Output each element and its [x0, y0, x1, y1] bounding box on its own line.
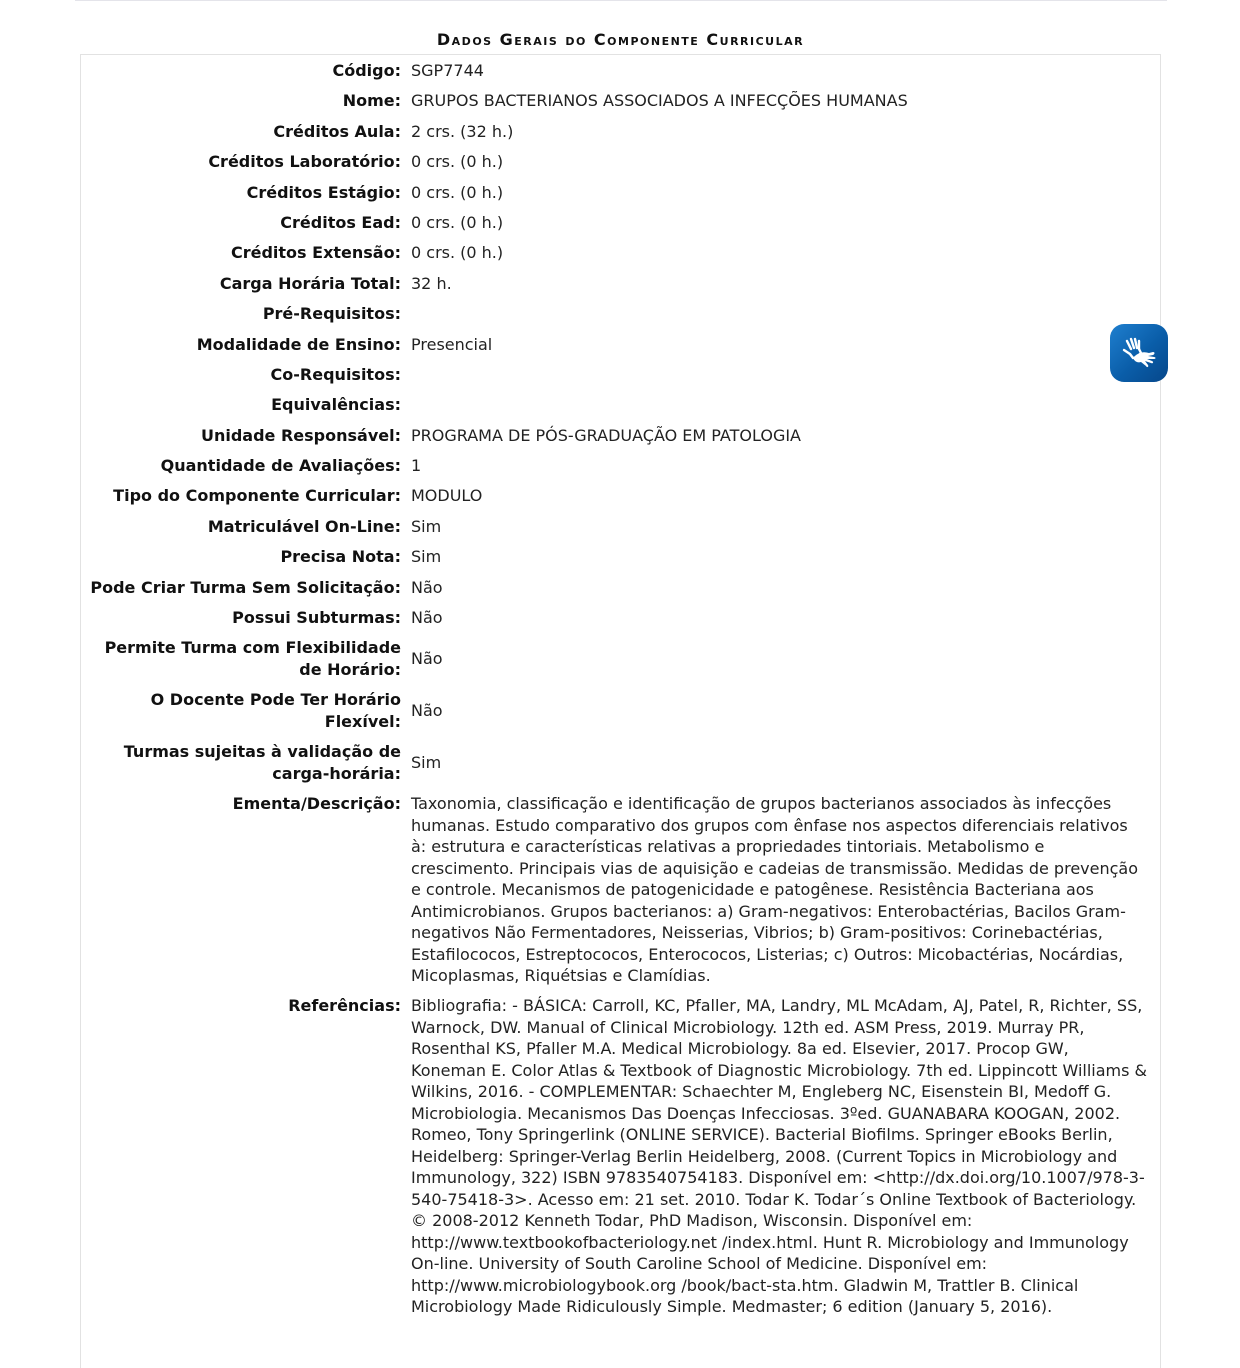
- detail-value: 0 crs. (0 h.): [411, 243, 504, 263]
- detail-value: 2 crs. (32 h.): [411, 121, 514, 141]
- detail-value: SGP7744: [411, 61, 484, 80]
- detail-value: 0 crs. (0 h.): [411, 182, 504, 202]
- detail-label: Ementa/Descrição:: [232, 794, 401, 814]
- detail-row: [82, 789, 1154, 991]
- detail-row: [82, 178, 1154, 208]
- sign-language-button[interactable]: [1110, 324, 1168, 382]
- detail-row: [82, 421, 1154, 451]
- detail-row: [82, 117, 1154, 147]
- detail-value: Sim: [411, 516, 442, 536]
- detail-value: 0 crs. (0 h.): [411, 152, 504, 172]
- detail-row: [82, 512, 1154, 542]
- detail-row: [82, 542, 1154, 572]
- detail-value: Não: [411, 577, 443, 597]
- detail-row: [82, 685, 1154, 737]
- detail-value: Sim: [411, 752, 442, 772]
- detail-label: Unidade Responsável:: [200, 425, 401, 445]
- detail-row: [82, 360, 1154, 390]
- detail-value: Taxonomia, classificação e identificação de grupos bacterianos associados às infecções humanas. Estudo comparativo dos grupos com ênfase nos aspectos diferenciais relativos à: estrutura e características relativas a propriedades tintoriais. Metabolismo e crescimento. Principais vias de aquisição e cadeias de transmissão. Medidas de prevenção e controle. Mecanismos de patogenicidade e patogênese. Resistência Bacteriana aos Antimicrobianos. Grupos bacterianos: a) Gram-negativos: Enterobactérias, Bacilos Gram-negativos Não Fermentadores, Neisserias, Vibrios; b) Gram-positivos: Corinebactérias, Estafilococos, Estreptococos, Enterococos, Listerias; c) Outros: Micobactérias, Nocárdias, Micoplasmas, Riquétsias e Clamídias.: [411, 794, 1138, 986]
- detail-value: [411, 299, 1154, 329]
- detail-row: [82, 390, 1154, 420]
- detail-value: Não: [411, 649, 443, 669]
- detail-row: [82, 147, 1154, 177]
- detail-value: PROGRAMA DE PÓS-GRADUAÇÃO EM PATOLOGIA: [411, 425, 801, 445]
- section-title: Dados Gerais do Componente Curricular: [436, 30, 805, 49]
- detail-row: [82, 56, 1154, 86]
- detail-label: Créditos Extensão:: [230, 243, 401, 263]
- detail-label: Carga Horária Total:: [219, 273, 401, 293]
- detail-value: Bibliografia: - BÁSICA: Carroll, KC, Pfaller, MA, Landry, ML McAdam, AJ, Patel, R, Richter, SS, Warnock, DW. Manual of Clinical Microbiology. 12th ed. ASM Press, 2019. Murray PR, Rosenthal KS, Pfaller M.A. Medical Microbiology. 8a ed. Elsevier, 2017. Procop GW, Koneman E. Color Atlas & Textbook of Diagnostic Microbiology. 7th ed. Lippincott Williams & Wilkins, 2016. - COMPLEMENTAR: Schaechter M, Engleberg NC, Eisenstein BI, Medoff G. Microbiologia. Mecanismos Das Doenças Infecciosas. 3ºed. GUANABARA KOOGAN, 2002. Romeo, Tony Springerlink (ONLINE SERVICE). Bacterial Biofilms. Springer eBooks Berlin, Heidelberg: Springer-Verlag Berlin Heidelberg, 2008. (Current Topics in Microbiology and Immunology, 322) ISBN 9783540754183. Disponível em: <http://dx.doi.org/10.1007/978-3-540-75418-3>. Acesso em: 21 set. 2010. Todar K. Todar´s Online Textbook of Bacteriology. © 2008-2012 Kenneth Todar, PhD Madison, Wisconsin. Disponível em: http://www.textbookofbacteriology.net /index.html. Hunt R. Microbiology and Immunology On-line. University of South Caroline School of Medicine. Disponível em: http://www.microbiologybook.org /book/bact-sta.htm. Gladwin M, Trattler B. Clinical Microbiology Made Ridiculously Simple. Medmaster; 6 edition (January 5, 2016).: [411, 996, 1148, 1317]
- detail-label: O Docente Pode Ter Horário Flexível:: [150, 690, 401, 731]
- detail-label: Pode Criar Turma Sem Solicitação:: [90, 577, 401, 597]
- details-table: [82, 56, 1154, 1323]
- detail-row: [82, 633, 1154, 685]
- detail-label: Matriculável On-Line:: [207, 516, 401, 536]
- detail-row: [82, 991, 1154, 1322]
- detail-label: Créditos Ead:: [280, 212, 401, 232]
- detail-label: Turmas sujeitas à validação de carga-horária:: [123, 742, 401, 783]
- detail-label: Modalidade de Ensino:: [196, 334, 401, 354]
- detail-value: Não: [411, 608, 443, 628]
- detail-row: [82, 603, 1154, 633]
- detail-value: GRUPOS BACTERIANOS ASSOCIADOS A INFECÇÕES HUMANAS: [411, 91, 908, 111]
- sign-language-icon: [1119, 333, 1159, 373]
- detail-label: Permite Turma com Flexibilidade de Horário:: [104, 638, 401, 679]
- detail-row: [82, 330, 1154, 360]
- detail-row: [82, 238, 1154, 268]
- detail-label: Pré-Requisitos:: [262, 304, 401, 324]
- detail-label: Equivalências:: [271, 395, 401, 415]
- detail-row: [82, 737, 1154, 789]
- detail-row: [82, 86, 1154, 116]
- detail-value: 1: [411, 456, 422, 476]
- detail-label: Créditos Aula:: [273, 121, 401, 141]
- detail-value: MODULO: [411, 486, 483, 506]
- detail-label: Possui Subturmas:: [232, 608, 401, 628]
- detail-label: Créditos Estágio:: [246, 182, 401, 202]
- detail-row: [82, 208, 1154, 238]
- detail-row: [82, 481, 1154, 511]
- detail-label: Quantidade de Avaliações:: [160, 456, 401, 476]
- detail-label: Tipo do Componente Curricular:: [113, 486, 401, 506]
- detail-label: Precisa Nota:: [280, 547, 401, 567]
- detail-row: [82, 451, 1154, 481]
- detail-value: Presencial: [411, 334, 493, 354]
- detail-row: [82, 269, 1154, 299]
- detail-label: Créditos Laboratório:: [208, 152, 401, 172]
- detail-value: 32 h.: [411, 273, 452, 293]
- detail-value: 0 crs. (0 h.): [411, 212, 504, 232]
- detail-value: Não: [411, 701, 443, 721]
- detail-label: Nome:: [342, 91, 401, 111]
- detail-label: Código:: [332, 61, 401, 80]
- detail-value: Sim: [411, 547, 442, 567]
- detail-row: [82, 299, 1154, 329]
- detail-value: [411, 390, 1154, 420]
- detail-value: [411, 360, 1154, 390]
- detail-label: Referências:: [288, 996, 401, 1016]
- top-divider: [75, 0, 1167, 1]
- detail-row: [82, 573, 1154, 603]
- detail-label: Co-Requisitos:: [270, 364, 401, 384]
